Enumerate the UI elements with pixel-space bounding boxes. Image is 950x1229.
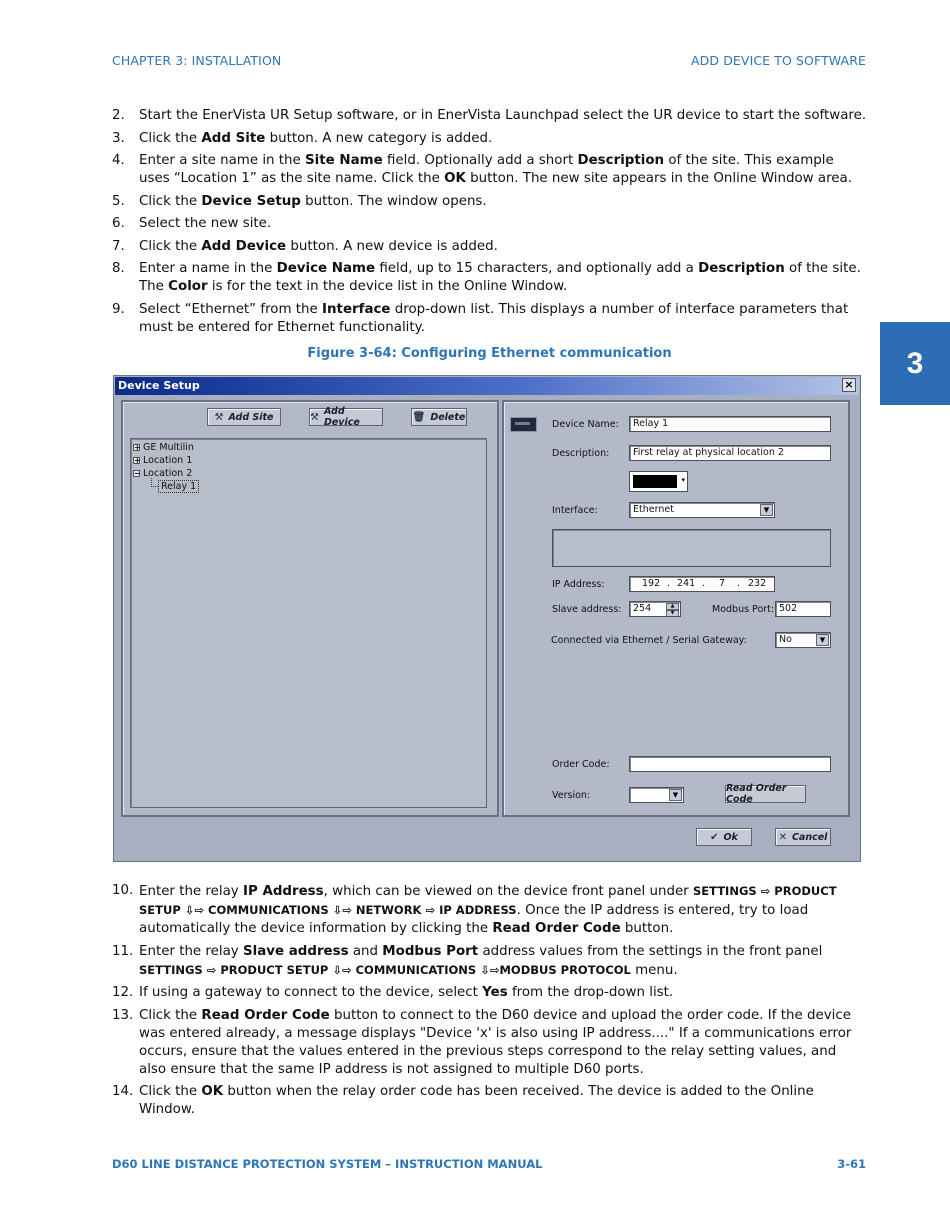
ip-octet-4[interactable]: 232 (748, 578, 767, 589)
step-number: 3. (112, 130, 125, 146)
steps-list-after (112, 882, 867, 1124)
add-device-label: Add Device (323, 406, 360, 428)
ip-dot: . (737, 578, 741, 589)
spin-down-icon[interactable]: ▼ (666, 610, 679, 617)
step-text-run: is for the text in the device list in the Online Window. (207, 279, 568, 294)
tree-node-label: Location 2 (143, 468, 193, 479)
ip-dot: . (702, 578, 706, 589)
step-text-run: Enter the relay (139, 884, 243, 899)
step-text (139, 107, 867, 125)
step-text (139, 1083, 867, 1119)
ui-term: Device Name (276, 261, 376, 276)
step-text-run: button. The new site appears in the Online Window area. (465, 171, 853, 186)
step-text (139, 882, 867, 938)
instruction-step (112, 943, 867, 980)
ui-term: Yes (482, 985, 508, 1000)
step-text-run: Select “Ethernet” from the (139, 301, 323, 317)
instruction-step (112, 152, 867, 188)
step-text-run: field, up to 15 characters, and optionally add a (375, 261, 699, 276)
step-text-run: menu. (630, 962, 678, 978)
step-text-run: , which can be viewed on the device front panel under (323, 884, 693, 899)
step-text-run: Click the (139, 193, 202, 209)
step-number: 6. (112, 216, 125, 231)
tree-node-label: Location 1 (143, 455, 193, 466)
step-text-run: . Once the IP address is entered, try to load automatically the device information by clicking the (139, 903, 809, 936)
close-x-icon: ✕ (778, 831, 787, 843)
step-text-run: Click the (139, 238, 202, 254)
ui-term: Device Setup (201, 193, 301, 209)
figure-caption: Figure 3-64: Configuring Ethernet communication (307, 346, 672, 361)
step-text (139, 193, 867, 211)
step-text-run: If using a gateway to connect to the device, select (139, 985, 483, 1000)
ui-term: Add Site (201, 130, 266, 146)
menu-path: SETTINGS ⇨ PRODUCT SETUP ⇩⇨ COMMUNICATIONS ⇩⇨ NETWORK ⇨ IP ADDRESS (139, 884, 837, 917)
step-text-run: button when the relay order code has been received. The device is added to the Online Window. (139, 1084, 814, 1117)
step-text (139, 1007, 867, 1079)
step-text-run: Enter the relay (139, 943, 243, 959)
step-text (139, 301, 867, 337)
dialog-title-bar (115, 377, 859, 395)
instruction-step (112, 215, 867, 233)
instruction-step (112, 238, 867, 256)
running-header-chapter: CHAPTER 3: INSTALLATION (112, 53, 282, 68)
tree-node-label: Relay 1 (161, 481, 197, 492)
step-text (139, 152, 867, 188)
close-button[interactable]: × (842, 378, 856, 392)
step-text (139, 238, 867, 256)
step-text (139, 260, 867, 296)
step-text (139, 130, 867, 148)
ui-term: Add Device (201, 238, 287, 254)
step-text-run: button. The window opens. (300, 193, 487, 209)
description-input[interactable]: First relay at physical location 2 (629, 445, 831, 461)
ip-dot: . (667, 578, 671, 589)
tree-node-location-1[interactable] (133, 455, 192, 466)
step-number: 14. (112, 1084, 134, 1099)
add-device-button[interactable] (309, 408, 383, 426)
tree-node-label: GE Multilin (143, 442, 194, 453)
running-header-section: ADD DEVICE TO SOFTWARE (691, 53, 866, 68)
dropdown-arrow-icon: ▾ (681, 476, 685, 484)
step-text-run: Click the (139, 130, 202, 146)
footer-page-number: 3-61 (837, 1157, 866, 1171)
ok-button[interactable] (696, 828, 752, 846)
step-text-run: Click the (139, 1084, 202, 1099)
step-text-run: Select the new site. (139, 216, 272, 231)
step-text-run: and (348, 943, 383, 959)
add-site-button[interactable] (207, 408, 281, 426)
ui-term: Site Name (305, 153, 383, 168)
step-text-run: button. (620, 921, 674, 936)
ui-term: OK (201, 1084, 224, 1099)
version-label: Version: (552, 790, 591, 801)
step-number: 13. (112, 1007, 134, 1023)
step-number: 7. (112, 238, 125, 254)
step-text-run: button. A new device is added. (286, 238, 498, 254)
ui-term: Description (698, 261, 785, 276)
order-code-label: Order Code: (552, 759, 610, 770)
description-label: Description: (552, 448, 610, 459)
checkmark-icon: ✔ (710, 831, 719, 843)
dialog-title: Device Setup (118, 379, 200, 392)
step-text-run: Click the (139, 1007, 202, 1023)
slave-address-stepper[interactable] (629, 601, 681, 617)
instruction-step (112, 1007, 867, 1079)
step-number: 5. (112, 193, 125, 209)
step-text-run: button to connect to the D60 device and upload the order code. If the device was entered already, a message displays "Device 'x' is also using IP address...." If a communications error occurs, ensure that the values entered in the previous steps correspond to the relay setting values, and also ensure that the same IP address is not assigned to multiple D60 ports. (139, 1007, 852, 1077)
device-name-input[interactable]: Relay 1 (629, 416, 831, 432)
cancel-label: Cancel (791, 831, 828, 843)
dropdown-arrow-icon[interactable]: ▼ (760, 504, 773, 516)
add-site-label: Add Site (228, 411, 274, 423)
device-icon (510, 417, 537, 432)
read-order-code-button[interactable] (725, 785, 806, 803)
delete-label: Delete (430, 411, 466, 423)
tree-node-relay-1[interactable] (158, 480, 199, 493)
instruction-step (112, 107, 867, 125)
step-text-run: button. A new category is added. (265, 130, 493, 146)
ip-address-label: IP Address: (552, 579, 605, 590)
instruction-step (112, 301, 867, 337)
step-text-run: address values from the settings in the front panel (478, 943, 823, 959)
gateway-select[interactable] (775, 632, 831, 648)
spin-up-icon[interactable]: ▲ (666, 603, 679, 610)
interface-label: Interface: (552, 505, 598, 516)
read-order-code-label: Read Order Code (726, 783, 787, 805)
step-text-run: field. Optionally add a short (382, 153, 578, 168)
step-number: 4. (112, 153, 125, 168)
add-site-icon: ⚒ (214, 411, 224, 423)
step-text (139, 984, 867, 1002)
tree-connector (151, 478, 158, 487)
step-number: 11. (112, 943, 134, 959)
modbus-port-label: Modbus Port: (712, 604, 775, 615)
step-text-run: of the site. This example uses “Location 1” as the site name. Click the (139, 153, 834, 186)
ui-term: Description (577, 153, 665, 168)
chapter-side-tab: 3 (880, 322, 950, 405)
step-text-run: Start the EnerVista UR Setup software, or in EnerVista Launchpad select the UR device to start the software. (139, 108, 867, 123)
tree-node-ge-multilin[interactable] (133, 442, 194, 453)
spin-buttons[interactable] (666, 603, 679, 615)
ip-octet-1[interactable]: 192 (642, 578, 661, 589)
step-text-run: Enter a name in the (139, 261, 277, 276)
ip-octet-3[interactable]: 7 (719, 578, 726, 589)
device-name-label: Device Name: (552, 419, 619, 430)
ui-term: Read Order Code (492, 921, 621, 936)
tree-node-location-2[interactable] (133, 468, 192, 479)
ui-term: Modbus Port (382, 943, 479, 959)
modbus-port-input[interactable]: 502 (775, 601, 831, 617)
instruction-step (112, 193, 867, 211)
step-text-run: of the site. The (139, 261, 861, 294)
steps-list-before (112, 107, 867, 341)
color-swatch (633, 475, 677, 488)
step-number: 12. (112, 985, 134, 1000)
step-number: 10. (112, 883, 134, 898)
step-text (139, 943, 867, 980)
step-number: 8. (112, 261, 125, 276)
ui-term: Color (168, 279, 208, 294)
slave-address-label: Slave address: (552, 604, 622, 615)
interface-select[interactable] (629, 502, 775, 518)
instruction-step (112, 130, 867, 148)
interface-value: Ethernet (633, 504, 674, 515)
order-code-input[interactable] (629, 756, 831, 772)
step-number: 9. (112, 301, 125, 317)
instruction-step (112, 260, 867, 296)
ui-term: Slave address (243, 943, 349, 959)
site-tree (130, 438, 487, 808)
footer-manual-title: D60 LINE DISTANCE PROTECTION SYSTEM – INSTRUCTION MANUAL (112, 1157, 543, 1171)
cancel-button[interactable] (775, 828, 831, 846)
step-text-run: Enter a site name in the (139, 153, 306, 168)
ip-address-input[interactable] (629, 576, 775, 592)
ui-term: Read Order Code (201, 1007, 330, 1023)
ui-term: Interface (322, 301, 391, 317)
version-select[interactable] (629, 787, 684, 803)
step-text-run: from the drop-down list. (507, 985, 674, 1000)
step-number: 2. (112, 108, 125, 123)
expand-plus-icon[interactable]: + (134, 456, 141, 465)
color-picker[interactable] (629, 471, 688, 492)
slave-address-value: 254 (633, 603, 652, 614)
interface-parameters-box (552, 529, 831, 567)
menu-path: SETTINGS ⇨ PRODUCT SETUP ⇩⇨ COMMUNICATIONS ⇩⇨MODBUS PROTOCOL (139, 962, 631, 977)
ok-label: Ok (723, 831, 738, 843)
step-text-run: drop-down list. This displays a number of interface parameters that must be entered for Ethernet functionality. (139, 301, 849, 335)
dropdown-arrow-icon[interactable]: ▼ (816, 634, 829, 646)
add-device-icon: ⚒ (310, 411, 319, 423)
gateway-value: No (779, 634, 792, 645)
ui-term: OK (444, 171, 466, 186)
delete-button[interactable] (411, 408, 467, 426)
trash-icon: 🗑 (412, 411, 426, 423)
step-text (139, 215, 867, 233)
gateway-label: Connected via Ethernet / Serial Gateway: (551, 635, 747, 646)
expand-plus-icon[interactable]: + (134, 443, 141, 452)
ip-octet-2[interactable]: 241 (677, 578, 696, 589)
instruction-step (112, 882, 867, 938)
instruction-step (112, 984, 867, 1002)
instruction-step (112, 1083, 867, 1119)
dropdown-arrow-icon[interactable]: ▼ (669, 789, 682, 801)
ui-term: IP Address (243, 884, 324, 899)
collapse-minus-icon[interactable]: − (134, 469, 141, 478)
